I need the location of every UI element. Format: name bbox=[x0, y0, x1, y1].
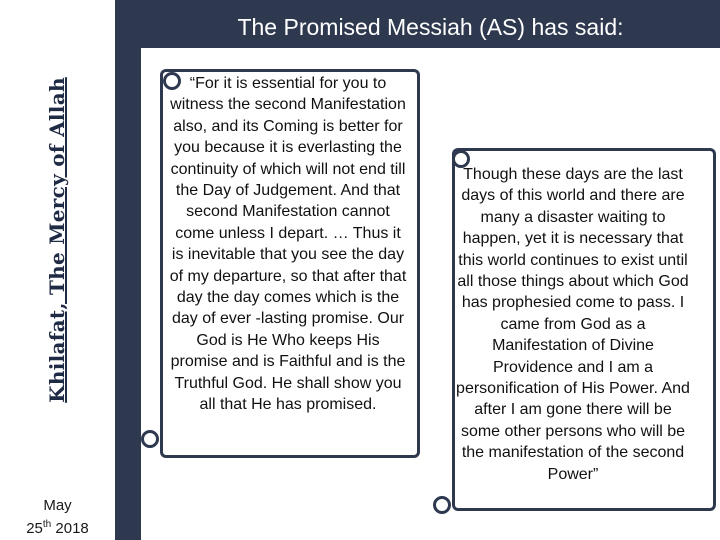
page-title: The Promised Messiah (AS) has said: bbox=[237, 14, 624, 40]
sidebar-accent-strip bbox=[115, 0, 141, 540]
date-year: 2018 bbox=[55, 520, 89, 537]
left-scroll-bottom-curl-icon bbox=[141, 430, 159, 448]
right-scroll-bottom-curl-icon bbox=[433, 496, 451, 514]
sidebar-title: Khilafat, The Mercy of Allah bbox=[45, 77, 69, 403]
date-month: May bbox=[43, 497, 72, 514]
header-bar bbox=[141, 0, 720, 48]
date-label bbox=[0, 496, 115, 538]
right-quote-text: Though these days are the last days of this world and there are many a disaster waiting to happen, yet it is necessary that this world continues to exist until all those things about which God has prophesied come to pass. I came from God as a Manifestation of Divine Providence and I am a personification of His Power. And after I am gone there will be some other persons who will be the manifestation of the second Power” bbox=[456, 166, 690, 483]
sidebar-title-area bbox=[0, 0, 115, 460]
left-quote-text: “For it is essential for you to witness the second Manifestation also, and its Coming is better for you because it is everlasting the continuity of which will not end till the Day of Judgement. And that second Manifestation cannot come unless I depart. … Thus it is inevitable that you see the day of my departure, so that after that day the day comes which is the day of ever -lasting promise. Our God is He Who keeps His promise and is Faithful and is the Truthful God. He shall show you all that He has promised. bbox=[169, 75, 407, 414]
sidebar bbox=[0, 0, 115, 540]
date-suffix: th bbox=[42, 519, 52, 530]
date-day: 25 bbox=[26, 520, 43, 537]
